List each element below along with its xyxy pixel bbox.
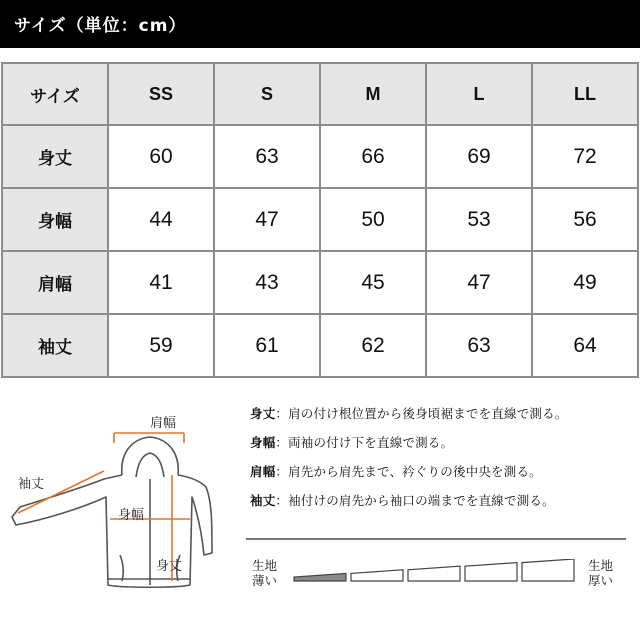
row-header-length: 身丈 [2, 125, 108, 188]
thick-label: 生地 厚い [588, 558, 614, 588]
row-header-sleeve: 袖丈 [2, 314, 108, 377]
column-header-m: M [320, 63, 426, 125]
column-header-ll: LL [532, 63, 638, 125]
note-length: 身丈：肩の付け根位置から後身頃裾までを直線で測る。 [250, 406, 568, 421]
table-cell: 47 [214, 188, 320, 251]
table-cell: 72 [532, 125, 638, 188]
title-bar [0, 0, 640, 48]
thickness-scale [290, 559, 590, 599]
thickness-segment [408, 566, 460, 581]
table-cell: 49 [532, 251, 638, 314]
thickness-segment [294, 573, 346, 581]
table-cell: 50 [320, 188, 426, 251]
note-width: 身幅：両袖の付け下を直線で測る。 [250, 435, 454, 450]
shoulder-width-label: 肩幅 [150, 416, 177, 431]
note-sleeve: 袖丈：袖付けの肩先から袖口の端までを直線で測る。 [250, 493, 555, 508]
body-width-label: 身幅 [118, 508, 145, 523]
table-row [2, 251, 638, 314]
thickness-segment [465, 563, 517, 581]
hoodie-diagram [0, 395, 240, 640]
thin-label: 生地 薄い [252, 558, 278, 588]
body-length-label: 身丈 [156, 559, 183, 574]
table-row [2, 314, 638, 377]
table-cell: 62 [320, 314, 426, 377]
column-header-ss: SS [108, 63, 214, 125]
table-cell: 66 [320, 125, 426, 188]
table-row [2, 125, 638, 188]
size-table [1, 62, 639, 378]
column-header-l: L [426, 63, 532, 125]
table-cell: 41 [108, 251, 214, 314]
table-cell: 45 [320, 251, 426, 314]
row-header-shoulder: 肩幅 [2, 251, 108, 314]
row-header-width: 身幅 [2, 188, 108, 251]
table-cell: 61 [214, 314, 320, 377]
table-cell: 47 [426, 251, 532, 314]
table-cell: 69 [426, 125, 532, 188]
table-corner-cell: サイズ [2, 63, 108, 125]
table-cell: 59 [108, 314, 214, 377]
table-cell: 64 [532, 314, 638, 377]
thickness-segment [522, 559, 574, 581]
measurement-notes [250, 407, 635, 523]
thickness-segment [351, 570, 403, 581]
note-shoulder: 肩幅：肩先から肩先まで、衿ぐりの後中央を測る。 [250, 464, 542, 479]
table-cell: 63 [214, 125, 320, 188]
table-row [2, 188, 638, 251]
table-cell: 43 [214, 251, 320, 314]
table-cell: 44 [108, 188, 214, 251]
column-header-s: S [214, 63, 320, 125]
page-title: サイズ（単位：cm） [14, 16, 187, 36]
divider [246, 538, 626, 540]
table-cell: 53 [426, 188, 532, 251]
table-cell: 60 [108, 125, 214, 188]
sleeve-length-label: 袖丈 [18, 477, 45, 492]
table-cell: 56 [532, 188, 638, 251]
table-header-row [2, 63, 638, 125]
table-cell: 63 [426, 314, 532, 377]
